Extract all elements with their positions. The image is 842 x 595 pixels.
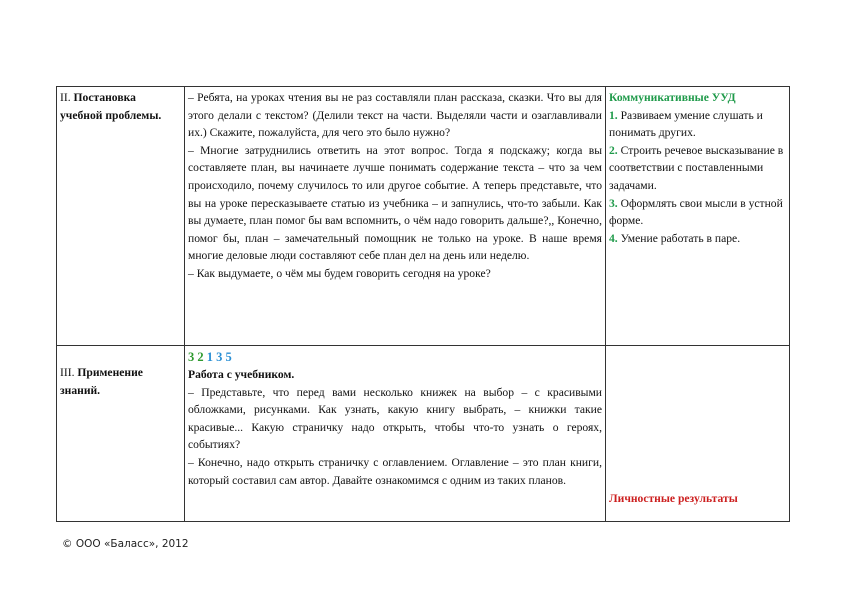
digit-mark: 2 — [197, 350, 204, 364]
stage-number: II. — [60, 91, 71, 104]
content-paragraph: – Многие затруднились ответить на этот вопрос. Тогда я подскажу; когда вы составляете план, вы начинаете лучше понимать содержание текста – что за чем происходило, почему случилось то или другое событие. А теперь представьте, что вы на уроке пересказываете статью из учебника – и запнулись, что-то забыли. Как вы думаете, план помог бы вам вспомнить, о чём надо говорить дальше?,, Конечно, помог бы, план – замечательный помощник не только на уроке. В наше время многие деловые люди составляют себе план дел на день или неделю. — [188, 143, 602, 263]
personal-results-label: Личностные результаты — [609, 492, 738, 505]
uud-title: Коммуникативные УУД — [609, 91, 736, 104]
uud-item-text: Развиваем умение слушать и понимать других. — [609, 108, 763, 140]
content-cell — [185, 87, 606, 346]
stage-number: III. — [60, 366, 75, 379]
uud-item-number: 1. — [609, 108, 618, 122]
stage-title: Постановка учебной проблемы. — [60, 91, 162, 122]
digit-mark: 3 — [188, 350, 195, 364]
stage-cell — [57, 346, 185, 522]
table-row — [57, 87, 790, 346]
stage-title: Применение знаний. — [60, 366, 143, 397]
content-paragraph: – Конечно, надо открыть страничку с оглавлением. Оглавление – это план книги, который составил сам автор. Давайте ознакомимся с одним из таких планов. — [188, 455, 602, 487]
result-wrap — [609, 348, 786, 508]
uud-item-text: Умение работать в паре. — [620, 231, 741, 245]
result-cell — [606, 346, 790, 522]
uud-item — [609, 107, 786, 142]
digit-mark: 3 — [216, 350, 223, 364]
digit-mark: 1 — [206, 350, 213, 364]
uud-item — [609, 230, 786, 248]
uud-item-text: Оформлять свои мысли в устной форме. — [609, 196, 783, 228]
stage-label — [60, 348, 181, 399]
uud-item — [609, 195, 786, 230]
uud-item-number: 2. — [609, 143, 618, 157]
stage-cell — [57, 87, 185, 346]
digit-mark: 5 — [225, 350, 232, 364]
uud-item-number: 3. — [609, 196, 618, 210]
uud-item-text: Строить речевое высказывание в соответствии с поставленными задачами. — [609, 143, 784, 192]
content-paragraph: – Ребята, на уроках чтения вы не раз составляли план рассказа, сказки. Что вы для этого делали с текстом? (Делили текст на части. Выделяли части и озаглавливали их.) Скажите, пожалуйста, для чего это было нужно? — [188, 91, 602, 140]
content-cell — [185, 346, 606, 522]
uud-item-number: 4. — [609, 231, 618, 245]
copyright-footer: © ООО «Баласс», 2012 — [62, 538, 189, 550]
lesson-table — [56, 86, 790, 522]
digit-marks — [188, 348, 602, 366]
work-title: Работа с учебником. — [188, 368, 295, 381]
table-row — [57, 346, 790, 522]
content-paragraph: – Как выдумаете, о чём мы будем говорить сегодня на уроке? — [188, 266, 491, 280]
content-paragraph: – Представьте, что перед вами несколько книжек на выбор – с красивыми обложками, рисунками. Как узнать, какую книгу выбрать, – книжки такие красивые... Какую страничку надо открыть, чтобы что-то узнать о героях, событиях? — [188, 385, 602, 452]
uud-cell — [606, 87, 790, 346]
uud-item — [609, 142, 786, 195]
